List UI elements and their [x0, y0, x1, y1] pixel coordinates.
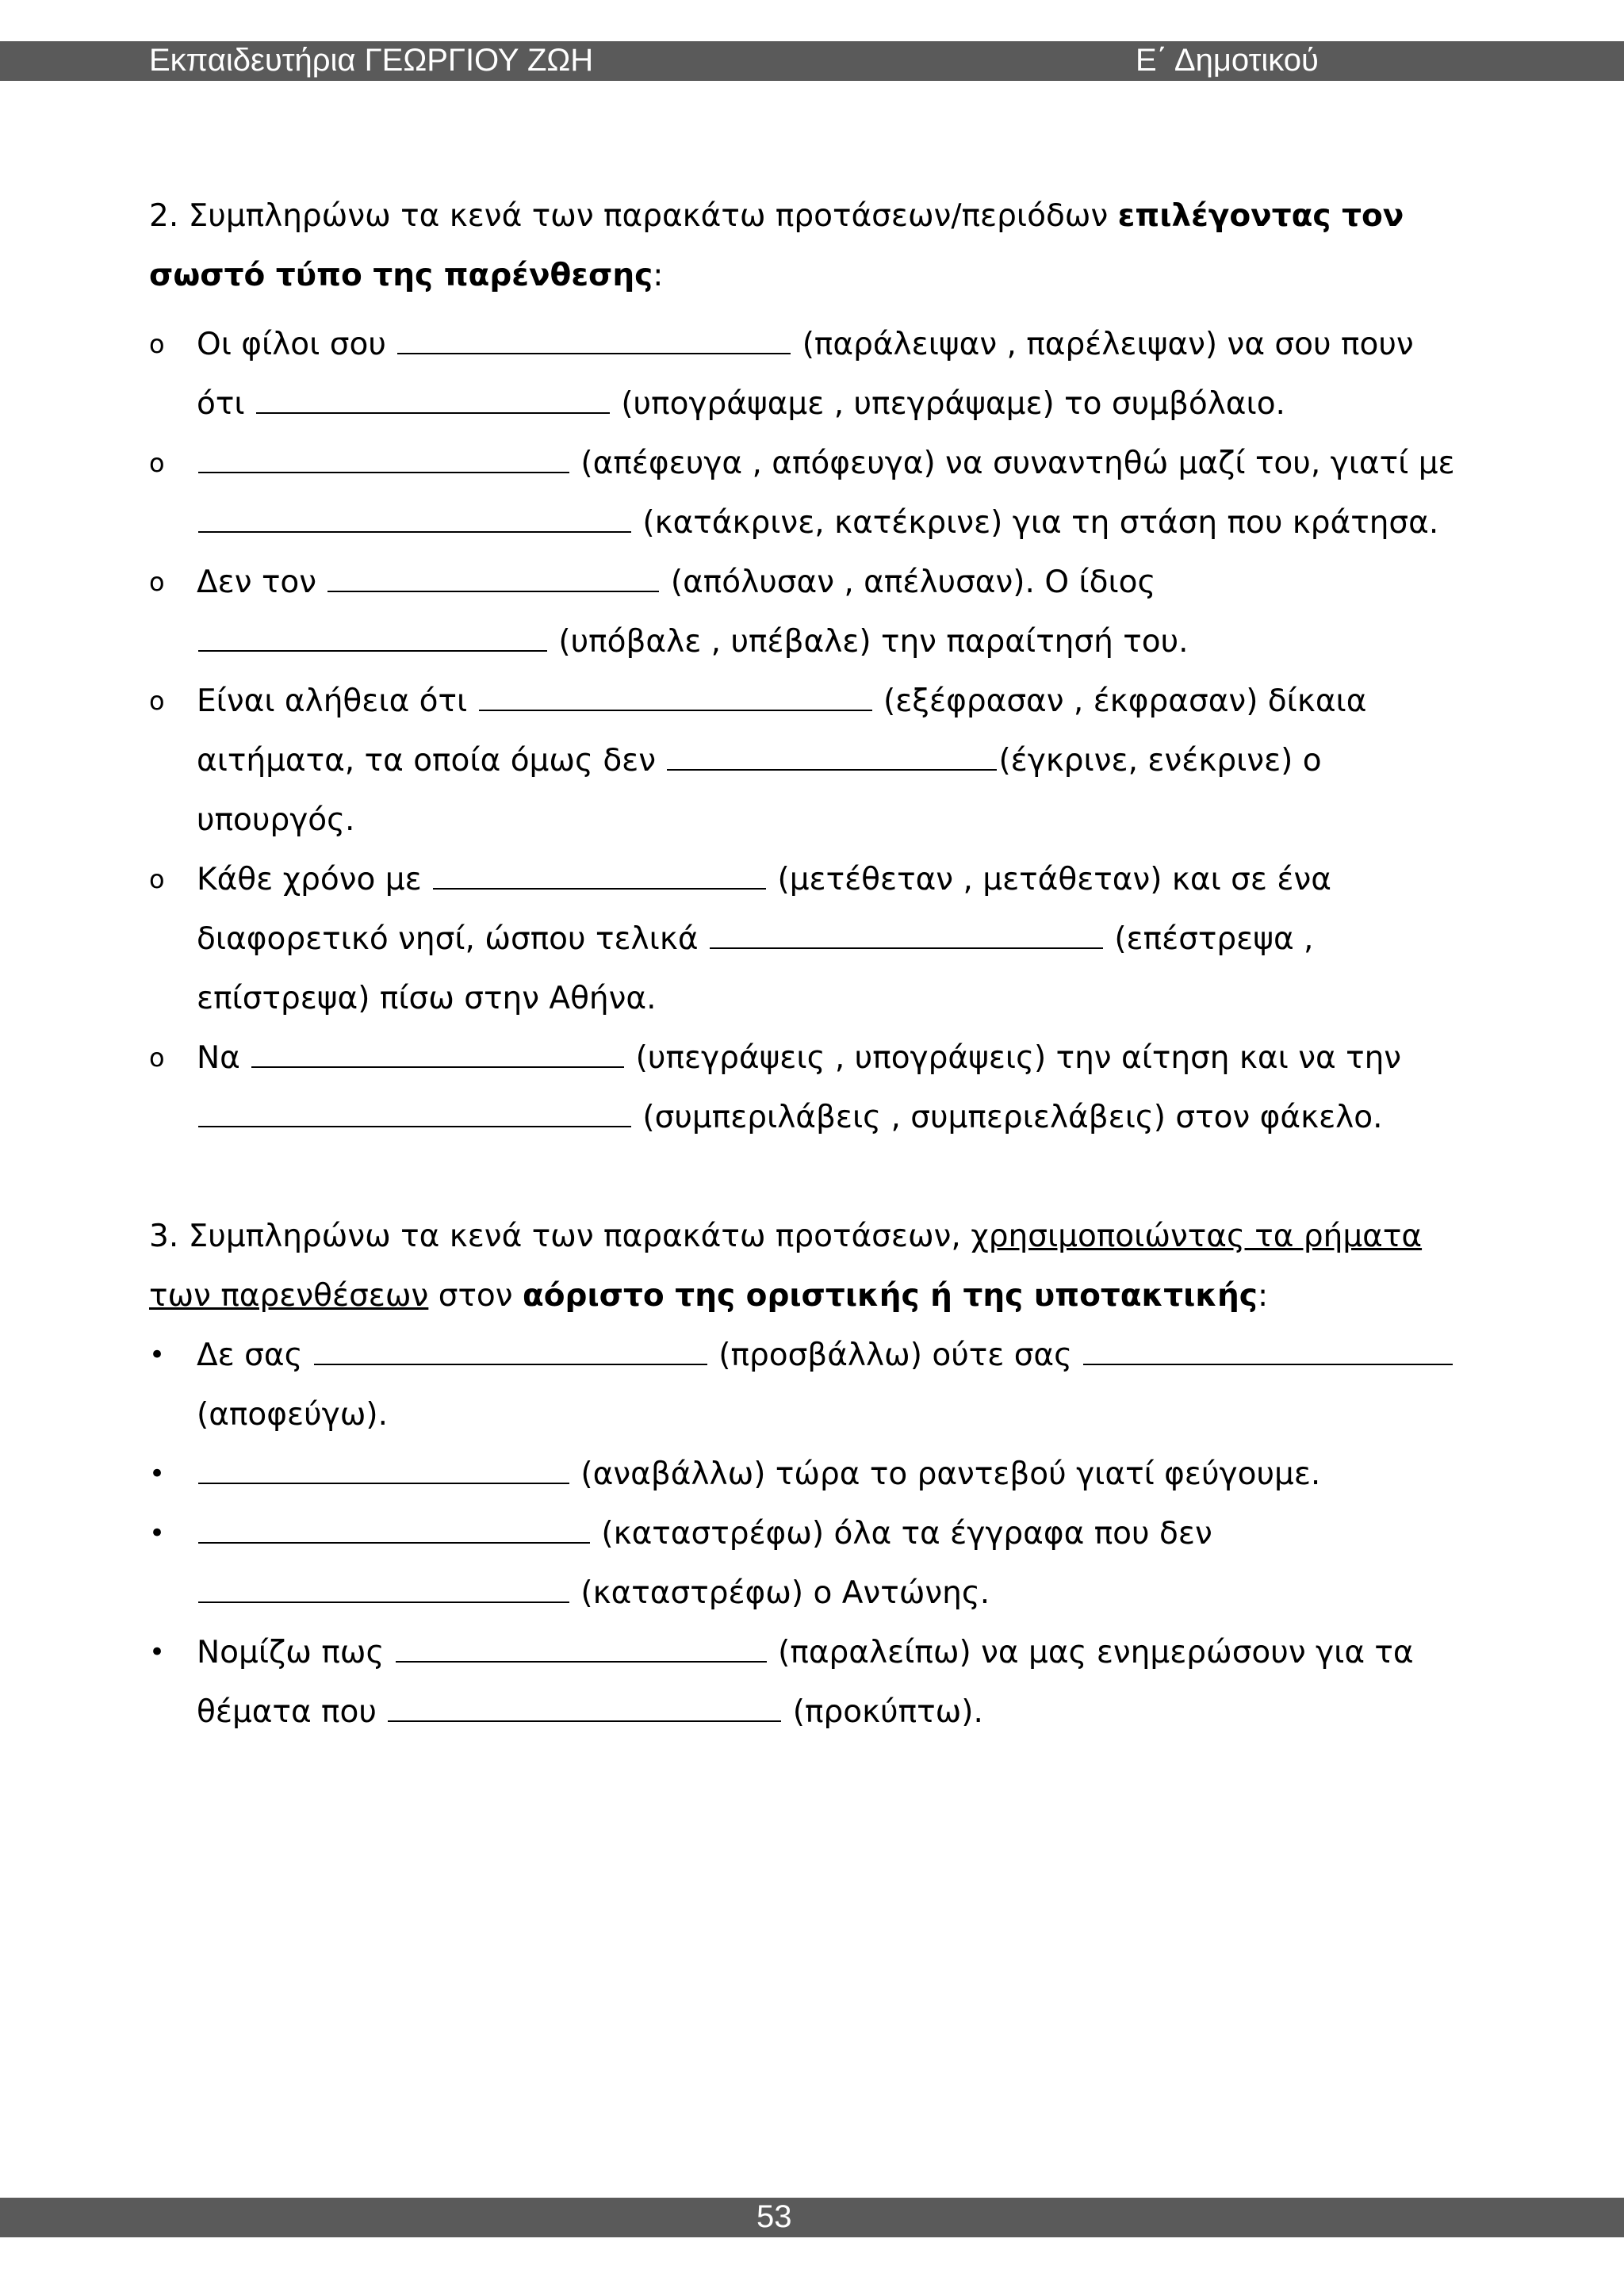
blank-field[interactable]	[198, 1541, 590, 1544]
worksheet-content	[149, 186, 1513, 1742]
bullet-dot-icon: •	[149, 1339, 166, 1371]
footer-bar	[0, 2198, 1624, 2237]
circle-bullet-icon: o	[149, 864, 165, 894]
blank-field[interactable]	[397, 352, 791, 354]
exercise-3-item-1: • Δε σας (προσβάλλω) ούτε σας (αποφεύγω).	[149, 1326, 1513, 1445]
header-bar	[0, 41, 1624, 81]
exercise-3-item-4: • Νομίζω πως (παραλείπω) να μας ενημερώσουν για τα θέματα που (προκύπτω).	[149, 1623, 1513, 1742]
blank-field[interactable]	[198, 530, 631, 533]
bullet-dot-icon: •	[149, 1458, 166, 1490]
blank-field[interactable]	[396, 1660, 767, 1663]
blank-field[interactable]	[710, 947, 1103, 949]
exercise-2-heading: 2. Συμπληρώνω τα κενά των παρακάτω προτάσεων/περιόδων επιλέγοντας τον σωστό τύπο της παρένθεσης:	[149, 198, 1404, 293]
circle-bullet-icon: o	[149, 567, 165, 597]
blank-field[interactable]	[198, 649, 547, 652]
exercise-3-heading: 3. Συμπληρώνω τα κενά των παρακάτω προτάσεων, χρησιμοποιώντας τα ρήματα των παρενθέσεων στον αόριστο της οριστικής ή της υποτακτικής:	[149, 1219, 1423, 1314]
circle-bullet-icon: o	[149, 686, 165, 716]
blank-field[interactable]	[433, 887, 766, 890]
blank-field[interactable]	[198, 1601, 569, 1603]
exercise-3-item-2: • (αναβάλλω) τώρα το ραντεβού γιατί φεύγουμε.	[149, 1445, 1513, 1504]
circle-bullet-icon: o	[149, 1043, 165, 1073]
circle-bullet-icon: o	[149, 448, 165, 478]
blank-field[interactable]	[198, 1125, 631, 1127]
exercise-2-item-4: o Είναι αλήθεια ότι (εξέφρασαν , έκφρασαν) δίκαια αιτήματα, τα οποία όμως δεν (έγκρινε, ενέκρινε) ο υπουργός.	[149, 672, 1513, 850]
bullet-dot-icon: •	[149, 1517, 166, 1549]
exercise-2-item-3: o Δεν τον (απόλυσαν , απέλυσαν). Ο ίδιος (υπόβαλε , υπέβαλε) την παραίτησή του.	[149, 553, 1513, 672]
blank-field[interactable]	[314, 1363, 707, 1365]
page-number: 53	[756, 2199, 792, 2234]
grade-label: Ε΄ Δημοτικού	[1136, 43, 1319, 78]
exercise-2-item-6: o Να (υπεγράψεις , υπογράψεις) την αίτηση και να την (συμπεριλάβεις , συμπεριελάβεις) στον φάκελο.	[149, 1028, 1513, 1147]
exercise-3-item-3: • (καταστρέφω) όλα τα έγγραφα που δεν (καταστρέφω) ο Αντώνης.	[149, 1504, 1513, 1623]
blank-field[interactable]	[327, 590, 659, 592]
blank-field[interactable]	[198, 1482, 569, 1484]
exercise-2-list	[149, 315, 1513, 1147]
exercise-2-item-5: o Κάθε χρόνο με (μετέθεταν , μετάθεταν) και σε ένα διαφορετικό νησί, ώσπου τελικά (επέστρεψα , επίστρεψα) πίσω στην Αθήνα.	[149, 850, 1513, 1028]
blank-field[interactable]	[667, 768, 997, 771]
blank-field[interactable]	[388, 1720, 781, 1722]
exercise-3-list	[149, 1326, 1513, 1742]
blank-field[interactable]	[479, 709, 872, 711]
bullet-dot-icon: •	[149, 1636, 166, 1668]
blank-field[interactable]	[256, 411, 610, 414]
exercise-2-item-1: o Οι φίλοι σου (παράλειψαν , παρέλειψαν) να σου πουν ότι (υπογράψαμε , υπεγράψαμε) το συμβόλαιο.	[149, 315, 1513, 434]
blank-field[interactable]	[251, 1066, 624, 1068]
circle-bullet-icon: o	[149, 329, 165, 359]
blank-field[interactable]	[198, 471, 569, 473]
exercise-2-item-2: o (απέφευγα , απόφευγα) να συναντηθώ μαζί του, γιατί με (κατάκρινε, κατέκρινε) για τη στάση που κράτησα.	[149, 434, 1513, 553]
school-name: Εκπαιδευτήρια ΓΕΩΡΓΙΟΥ ΖΩΗ	[149, 43, 594, 78]
blank-field[interactable]	[1083, 1363, 1453, 1365]
